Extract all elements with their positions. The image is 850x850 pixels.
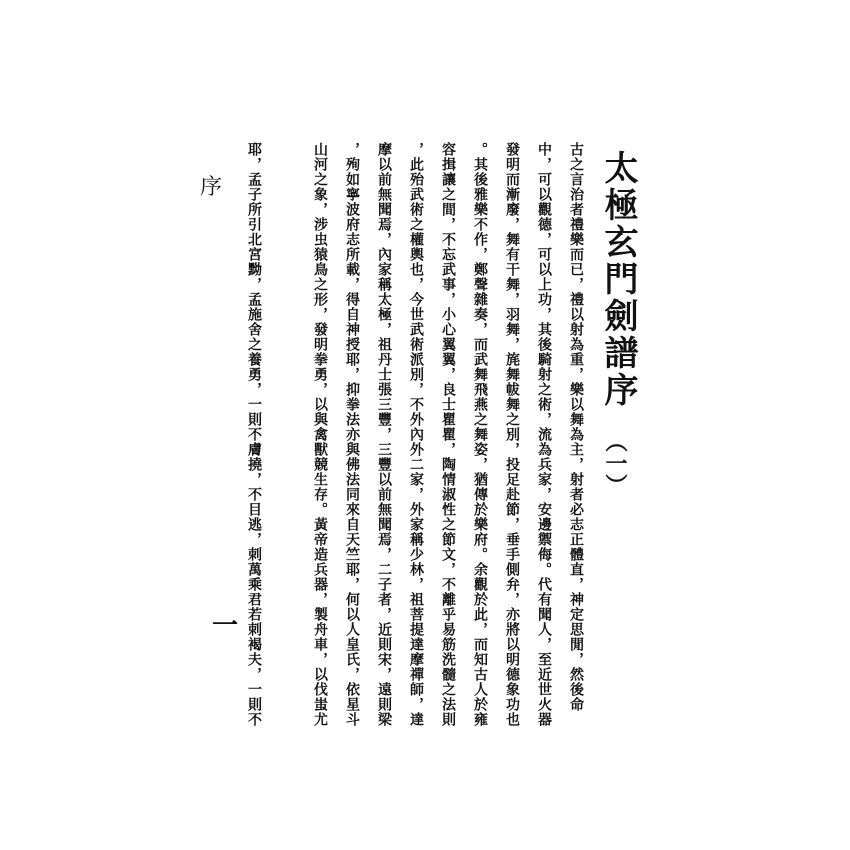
text-column-8: ，殉如寧波府志所載，得自神授耶，抑拳法亦與佛法同來自天竺耶，何以人皇氏，依星斗 <box>344 142 360 727</box>
title-part-number: （一） <box>602 430 628 496</box>
document-title: 太極玄門劍譜序 <box>598 150 638 409</box>
text-column-3: 發明而漸廢，舞有干舞，羽舞，旄舞帗舞之別，投足赴節，垂手側弁，亦將以明德象功也 <box>504 142 520 727</box>
running-head: 序 <box>200 175 223 200</box>
page-number: 一 <box>212 611 239 641</box>
text-column-9: 山河之象，涉虫猿鳥之形，發明拳勇，以與禽獸競生存。黃帝造兵器，製舟車，以伐蚩尤 <box>312 142 328 727</box>
text-column-6: ，此殆武術之權輿也，今世武術派別，不外內外二家，外家稱少林，祖菩提達摩禪師，達 <box>408 142 424 727</box>
text-column-5: 容揖讓之間，不忘武事，小心翼翼，良士瞿瞿，陶情淑性之節文，不離乎易筋洗髓之法則 <box>440 142 456 727</box>
text-column-4: 。其後雅樂不作，鄭聲雜奏，而武舞飛燕之舞姿，猶傳於樂府。余觀於此，而知古人於雍 <box>472 142 488 727</box>
text-column-7: 摩以前無聞焉，內家稱太極，祖丹士張三豐，三豐以前無聞焉，二子者，近則宋，遠則梁 <box>376 142 392 727</box>
text-column-10: 耶，孟子所引北宮黝，孟施舍之養勇，一則不膚撓，不目逃，刺萬乘君若刺褐夫，一則不 <box>246 142 262 727</box>
text-column-1: 古之言治者禮樂而已，禮以射為重，樂以舞為主，射者必志正體直，神定思閒，然後命 <box>568 142 584 712</box>
text-column-2: 中，可以觀德，可以上功，其後騎射之術，流為兵家，安邊禦侮。代有聞人，至近世火器 <box>536 142 552 727</box>
